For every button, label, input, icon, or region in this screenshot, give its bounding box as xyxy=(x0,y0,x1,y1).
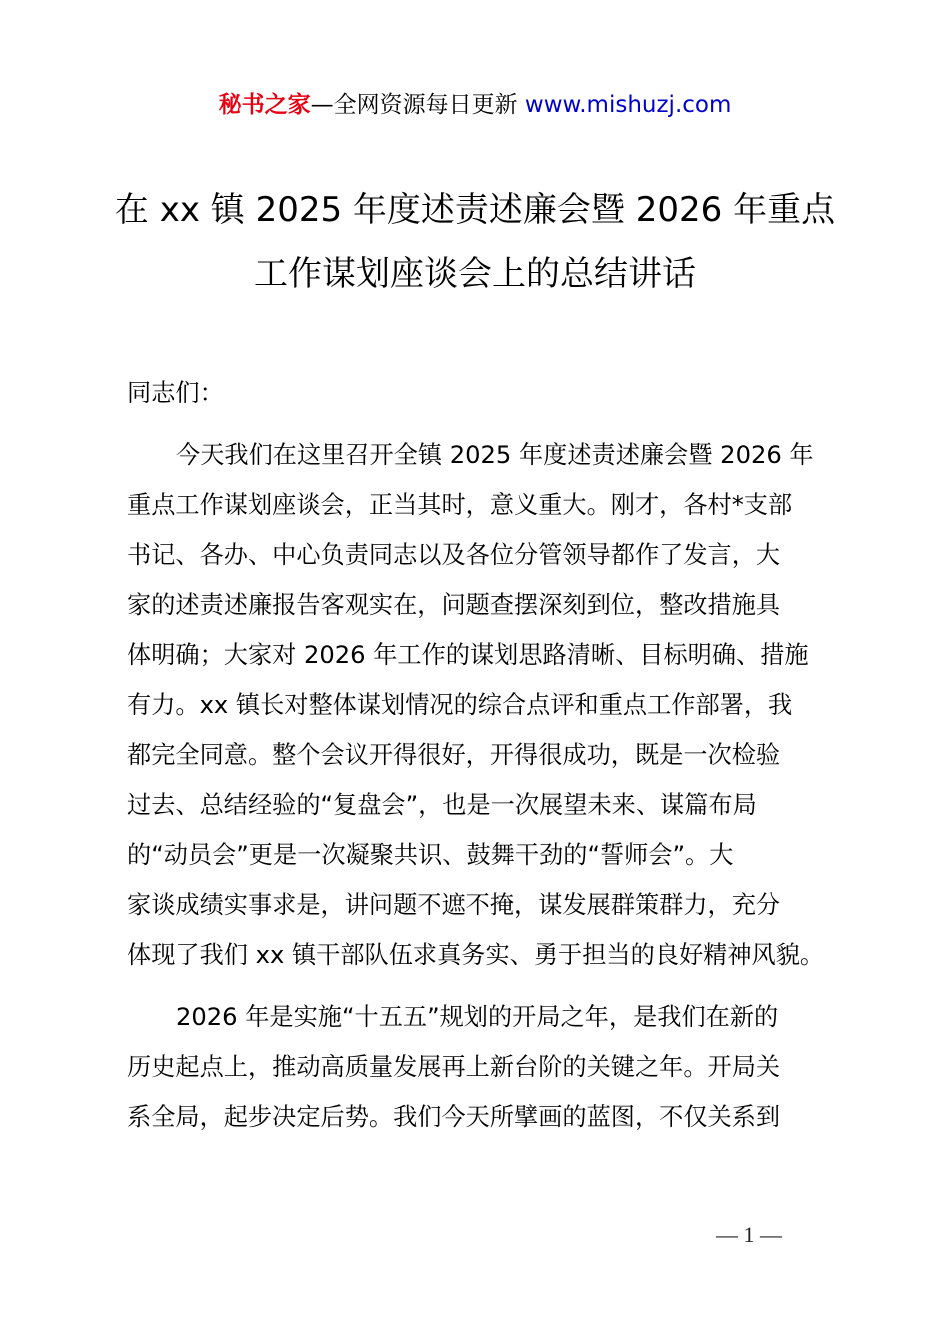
title-line-1: 在 xx 镇 2025 年度述责述廉会暨 2026 年重点 xyxy=(114,190,836,230)
document-body xyxy=(127,368,839,1142)
paragraph-line: 的“动员会”更是一次凝聚共识、鼓舞干劲的“誓师会”。大 xyxy=(127,841,734,869)
paragraph-line: 重点工作谋划座谈会，正当其时，意义重大。刚才，各村*支部 xyxy=(127,491,793,519)
paragraph-line: 都完全同意。整个会议开得很好，开得很成功，既是一次检验 xyxy=(127,741,781,769)
paragraph-line: 2026 年是实施“十五五”规划的开局之年，是我们在新的 xyxy=(176,1003,779,1031)
paragraph-line: 体明确；大家对 2026 年工作的谋划思路清晰、目标明确、措施 xyxy=(127,641,809,669)
site-header xyxy=(0,88,950,122)
paragraph-2 xyxy=(127,992,839,1142)
header-tagline: —全网资源每日更新 xyxy=(310,92,518,118)
paragraph-line: 有力。xx 镇长对整体谋划情况的综合点评和重点工作部署，我 xyxy=(127,691,793,719)
title-line-2: 工作谋划座谈会上的总结讲话 xyxy=(254,254,696,294)
site-url-link[interactable]: www.mishuzj.com xyxy=(524,92,732,118)
paragraph-line: 体现了我们 xx 镇干部队伍求真务实、勇于担当的良好精神风貌。 xyxy=(127,941,825,969)
paragraph-line: 系全局，起步决定后势。我们今天所擘画的蓝图，不仅关系到 xyxy=(127,1103,781,1131)
paragraph-line: 家的述责述廉报告客观实在，问题查摆深刻到位，整改措施具 xyxy=(127,591,781,619)
document-title xyxy=(0,178,950,306)
paragraph-line: 今天我们在这里召开全镇 2025 年度述责述廉会暨 2026 年 xyxy=(176,441,814,469)
salutation: 同志们： xyxy=(127,379,224,407)
paragraph-line: 历史起点上，推动高质量发展再上新台阶的关键之年。开局关 xyxy=(127,1053,781,1081)
paragraph-line: 过去、总结经验的“复盘会”，也是一次展望未来、谋篇布局 xyxy=(127,791,757,819)
paragraph-line: 书记、各办、中心负责同志以及各位分管领导都作了发言，大 xyxy=(127,541,781,569)
paragraph-1 xyxy=(127,430,839,980)
paragraph-gap xyxy=(127,980,839,992)
brand-name: 秘书之家 xyxy=(218,92,311,118)
paragraph-line: 家谈成绩实事求是，讲问题不遮不掩，谋发展群策群力，充分 xyxy=(127,891,781,919)
page-number: — 1 — xyxy=(716,1222,782,1247)
